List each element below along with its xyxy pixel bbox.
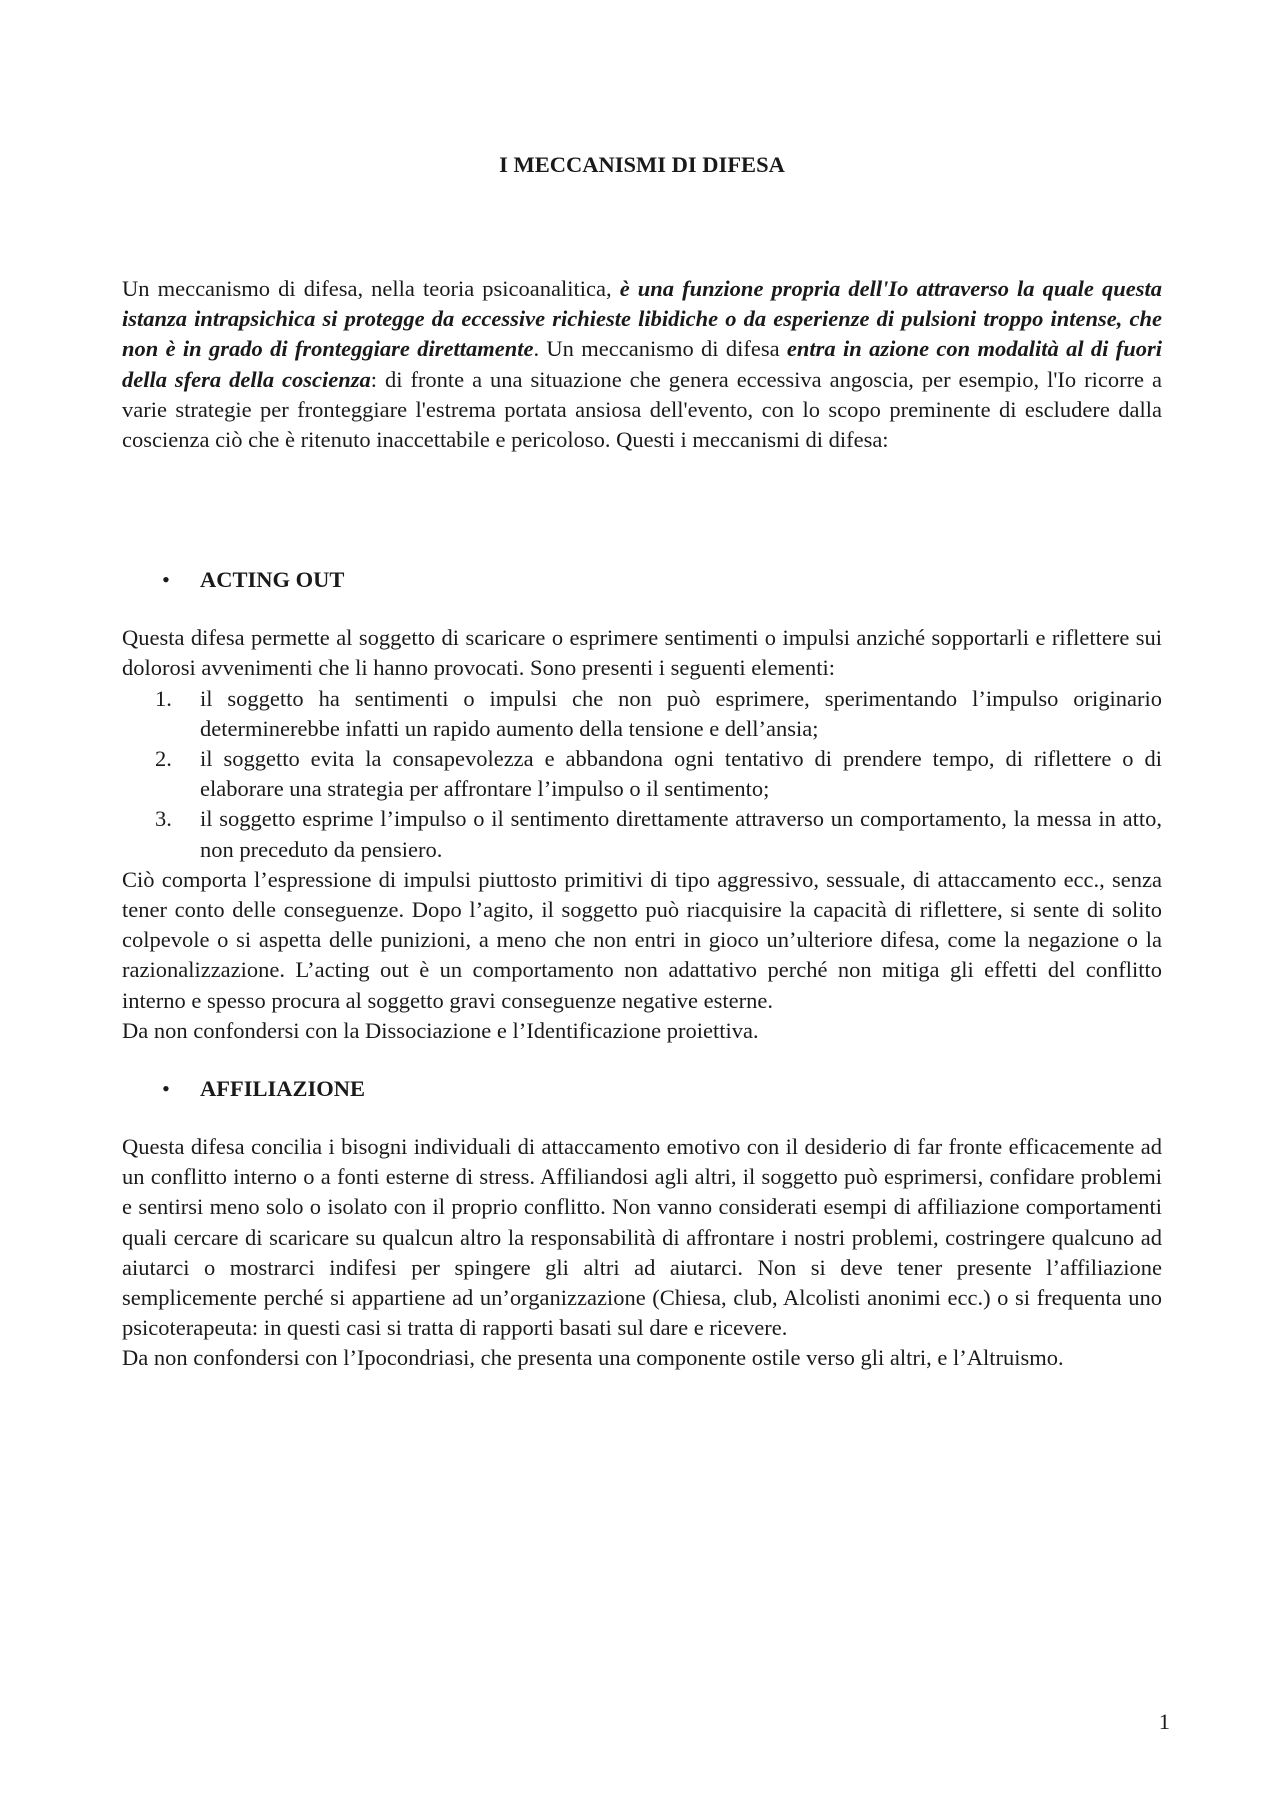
- acting-out-lead-paragraph: Questa difesa permette al soggetto di scaricare o esprimere sentimenti o impulsi anziché sopportarli e riflettere sui dolorosi avvenimenti che li hanno provocati. Sono presenti i seguenti elementi:: [122, 625, 1162, 681]
- section-heading-acting-out: [122, 565, 1162, 595]
- list-item-number: 3.: [155, 806, 172, 832]
- document-title: I MECCANISMI DI DIFESA: [499, 152, 785, 177]
- acting-out-elements-list: [122, 684, 1162, 865]
- intro-text-1: Un meccanismo di difesa, nella teoria psicoanalitica,: [122, 276, 620, 301]
- list-item: [122, 744, 1162, 804]
- acting-out-body-paragraph: Ciò comporta l’espressione di impulsi piuttosto primitivi di tipo aggressivo, sessuale, di attaccamento ecc., senza tener conto delle conseguenze. Dopo l’agito, il soggetto può riacquisire la capacità di riflettere, si sente di solito colpevole o si aspetta delle punizioni, a meno che non entri in gioco un’ulteriore difesa, come la negazione o la razionalizzazione. L’acting out è un comportamento non adattativo perché non mitiga gli effetti del conflitto interno e spesso procura al soggetto gravi conseguenze negative esterne.: [122, 866, 1162, 1013]
- intro-paragraph: [122, 274, 1162, 455]
- affiliazione-body-paragraph: Questa difesa concilia i bisogni individuali di attaccamento emotivo con il desiderio di far fronte efficacemente ad un conflitto interno o a fonti esterne di stress. Affiliandosi agli altri, il soggetto può esprimersi, confidare problemi e sentirsi meno solo o isolato con il proprio conflitto. Non vanno considerati esempi di affiliazione comportamenti quali cercare di scaricare su qualcun altro la responsabilità di affrontare i nostri problemi, costringere qualcuno ad aiutarci o mostrarci indifesi per spingere gli altri ad aiutarci. Non si deve tener presente l’affiliazione semplicemente perché si appartiene ad un’organizzazione (Chiesa, club, Alcolisti anonimi ecc.) o si frequenta uno psicoterapeuta: in questi casi si tratta di rapporti basati sul dare e ricevere.: [122, 1134, 1162, 1341]
- intro-emphasis-2: entra in azione con modalità al di fuori della sfera della coscienza: [122, 336, 1162, 392]
- bullet-marker: •: [162, 567, 170, 593]
- page-content: [122, 150, 1162, 1374]
- intro-emphasis-1: è una funzione propria dell'Io attraverso la quale questa istanza intrapsichica si protegge da eccessive richieste libidiche o da esperienze di pulsioni troppo intense, che non è in grado di fronteggiare direttamente: [122, 276, 1162, 362]
- affiliazione-note: Da non confondersi con l’Ipocondriasi, che presenta una componente ostile verso gli altri, e l’Altruismo.: [122, 1345, 1064, 1371]
- section-heading-label: ACTING OUT: [200, 567, 345, 593]
- section-heading-affiliazione: [122, 1074, 1162, 1104]
- list-item-text: il soggetto evita la consapevolezza e abbandona ogni tentativo di prendere tempo, di riflettere o di elaborare una strategia per affrontare l’impulso o il sentimento;: [200, 746, 1162, 802]
- bullet-marker: •: [162, 1076, 170, 1102]
- intro-text-3: : di fronte a una situazione che genera eccessiva angoscia, per esempio, l'Io ricorre a varie strategie per fronteggiare l'estrema portata ansiosa dell'evento, con lo scopo preminente di escludere dalla coscienza ciò che è ritenuto inaccettabile e pericoloso. Questi i meccanismi di difesa:: [122, 366, 1162, 453]
- acting-out-note: Da non confondersi con la Dissociazione e l’Identificazione proiettiva.: [122, 1017, 759, 1043]
- list-item: [122, 684, 1162, 744]
- intro-text-2: . Un meccanismo di difesa: [533, 336, 787, 362]
- page-number: 1: [1158, 1709, 1170, 1734]
- list-item-text: il soggetto ha sentimenti o impulsi che non può esprimere, sperimentando l’impulso originario determinerebbe infatti un rapido aumento della tensione e dell’ansia;: [200, 685, 1162, 741]
- section-heading-label: AFFILIAZIONE: [200, 1076, 366, 1102]
- list-item-number: 1.: [155, 685, 172, 711]
- list-item-text: il soggetto esprime l’impulso o il sentimento direttamente attraverso un comportamento, la messa in atto, non preceduto da pensiero.: [200, 806, 1162, 862]
- list-item: [122, 804, 1162, 864]
- list-item-number: 2.: [155, 746, 172, 772]
